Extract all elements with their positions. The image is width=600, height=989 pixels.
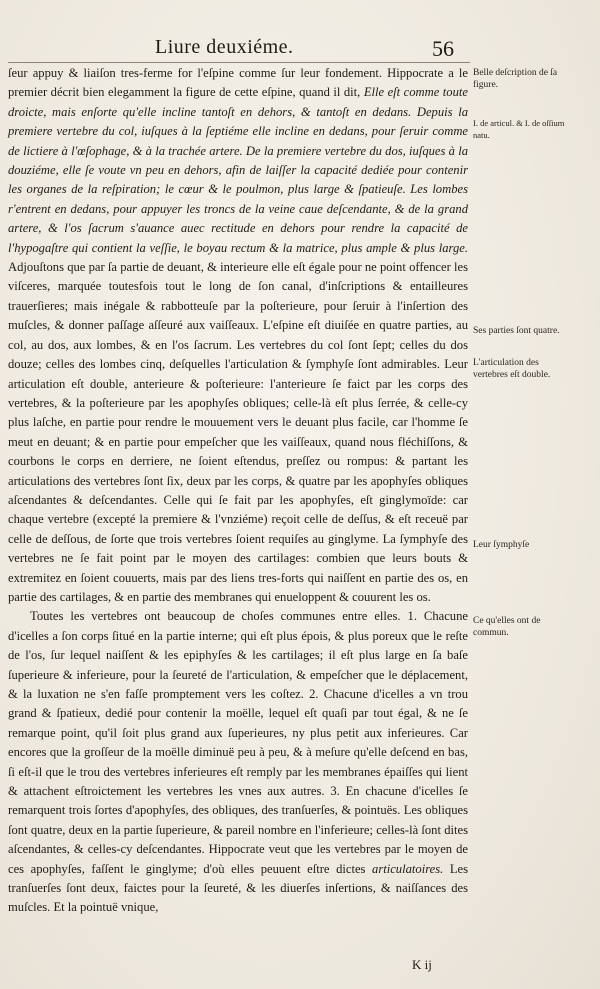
paragraph-2-text: Toutes les vertebres ont beaucoup de choſes communes entre elles. 1. Chacune d'icelles a ſon corps ſitué en la partie interne; qui eſt plus épois, & plus poreux que le reſte de l'os, ſur lequel naiſſent & les epiphyſes & les cartilages; il eſt plus large en ſa baſe ſuperieure & inferieure, pour la ſeureté de l'articulation, & empeſcher que le déplacement, & la luxation ne s'en faſſe promptement vers les coſtez. 2. Chacune d'icelles a vn trou grand & ſpatieux, dedié pour contenir la moëlle, lequel eſt quaſi par tout égal, & ne ſe remarque point, qu'il ſoit plus grand aux ſuperieures, ny plus petit aux inferieures. Car encores que la groſſeur de la moëlle diminuë peu à peu, & à meſure qu'elle deſcend en bas, ſi eſt-il que le trou des vertebres inferieures eſt remply par les membranes épaiſſes qui lient & attachent eſtroictement les vertebres les vnes aux autres. 3. En chacune d'icelles ſe remarquent trois ſortes d'apophyſes, des obliques, des tranſuerſes, & pointuës. Les obliques ſont quatre, deux en la partie ſuperieure, & pareil nombre en l'inferieure; celles-là ſont dites aſcendantes, & celles-cy deſcendantes. Hippocrate veut que les vertebres par le moyen de ces apophyſes, faſſent le ginglyme; d'où elles peuuent eſtre dictes [8,609,468,876]
margin-note-articulation: L'articulation des vertebres eſt double. [473,358,551,380]
page-number: 56 [432,36,454,61]
paragraph-1-roman-start: ſeur appuy & liaiſon tres-ferme for l'eſpine comme ſur leur fondement. Hippocrate a le premier décrit bien elegamment la figure de cette eſpine, quand il dit, [8,66,468,100]
margin-note-common: Ce qu'elles ont de commun. [473,616,541,638]
paragraph-1-roman-end: Adjouſtons que par ſa partie de deuant, & interieure elle eſt égale pour ne point offencer les viſceres, marquée toutesfois tout le long de ſon canal, d'inſcriptions & entailleures trauerſieres; mais inégale & rabbotteuſe par la poſterieure, pour ſeruir à l'inſertion des muſcles, & donner paſſage aſſeuré aux vaiſſeaux. L'eſpine eſt diuiſée en quatre parties, au col, au dos, aux lombes, & en l'os ſacrum. Les vertebres du col ſont ſept; celles du dos douze; celles des lombes cinq, deſquelles l'articulation & ſymphyſe ſont admirables. Leur articulation eſt double, anterieure & poſterieure: l'anterieure ſe faict par les corps des vertebres, & la poſterieure par les apophyſes obliques; celle-là eſt plus ſerrée, & celle-cy plus laſche, en partie pour rendre le mouuement vers le deuant plus facile, car l'homme ſe meut en deuant; & en partie pour empeſcher que les vaiſſeaux, quand nous fléchiſſons, & courbons le corps en derriere, ne ſoient eſtendus, preſſez ou rompus: & partant les articulations des vertebres ſont ſix, deux par les corps, & quatre par les apophyſes obliques aſcendantes & deſcendantes. Celle qui ſe fait par les apophyſes, eſt ginglymoïde: car chaque vertebre (excepté la premiere & l'vnziéme) reçoit celle de deſſus, & eſt receuë par celle de deſſous, de ſorte que trois vertebres ſoient requiſes au ginglyme. La ſymphyſe des vertebres ne ſe fait point par le moyen des cartilages: combien que leurs bouts & extremitez en ſoient couuerts, mais par des liens tres-forts qui naiſſent en partie des os, en partie des cartilages, & en partie des membranes qui enueloppent & couurent les os. [8,260,468,604]
paragraph-1 [8,64,468,607]
paragraph-2-tail: Les tranſuerſes ſont deux, faictes pour la ſeureté, & les diuerſes inſertions, & naiſſances des muſcles. Et la pointuë vnique, [8,861,469,915]
paragraph-2-italic-term: articulatoires. [372,861,444,876]
running-title: Liure deuxiéme. [155,36,294,58]
paragraph-2 [8,607,468,918]
hippocrates-quotation: Elle eſt comme toute droicte, mais enſorte qu'elle incline tantoſt en dehors, & tantoſt en dedans. Depuis la premiere vertebre du col, iuſques à la ſeptiéme elle incline en dedans, pour ſeruir comme de lictiere à l'œſophage, & à la trachée artere. De la premiere vertebre du dos, iuſques à la douziéme, elle ſe voute vn peu en dehors, afin de laiſſer la capacité dediée pour contenir les organes de la reſpiration; le cœur & le poulmon, plus large & ſpatieuſe. Les lombes r'entrent en dedans, pour appuyer les troncs de la veine caue deſcendante, & de la grand artere, & l'os ſacrum s'auance auec rectitude en dehors pour rendre la capacité de l'hypogaſtre qui contient la veſſie, le boyau rectum & la matrice, plus ample & plus large. [8,85,468,255]
main-text-block [8,64,468,918]
signature-mark: K ij [412,957,432,972]
header-rule [8,62,470,63]
margin-note-description: Belle deſcription de ſa figure. [473,68,558,90]
margin-note-citation: I. de articul. & I. de oſſium natu. [473,118,565,140]
margin-note-parts: Ses parties ſont quatre. [473,326,560,336]
margin-note-symphysis: Leur ſymphyſe [473,540,530,550]
